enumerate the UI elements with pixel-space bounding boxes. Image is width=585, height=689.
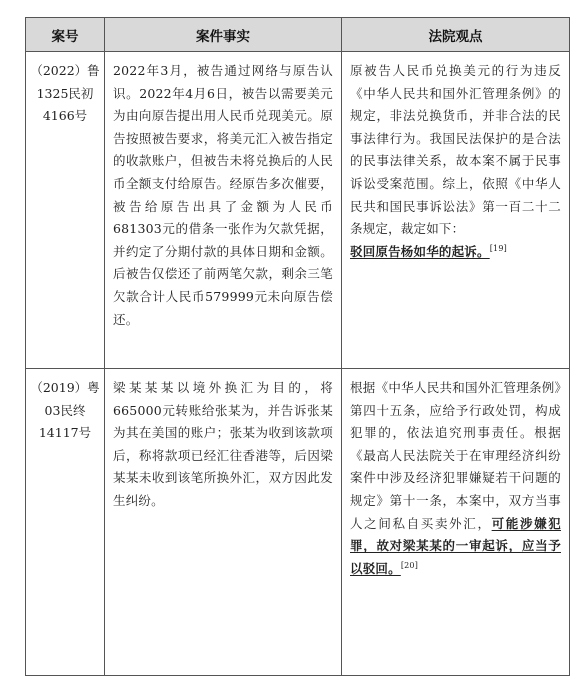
case-number-cell: （2019）粤03民终14117号 — [26, 369, 105, 676]
case-number-cell: （2022）鲁1325民初4166号 — [26, 52, 105, 369]
court-view-cell — [342, 369, 570, 676]
header-case-facts: 案件事实 — [105, 18, 342, 52]
court-ruling-text: 可能涉嫌犯罪，故对梁某某的一审起诉，应当予以驳回。 — [350, 515, 561, 576]
court-ruling-text: 驳回原告杨如华的起诉。 — [350, 243, 490, 259]
case-facts-cell: 梁某某某以境外换汇为目的，将665000元转账给张某为，并告诉张某为其在美国的账户；张某为收到该款项后，称将款项已经汇往香港等，后因梁某某未收到该笔所换外汇，双方因此发生纠纷。 — [105, 369, 342, 676]
court-view-text: 根据《中华人民共和国外汇管理条例》第四十五条，应给予行政处罚，构成犯罪的，依法追究刑事责任。根据《最高人民法院关于在审理经济纠纷案件中涉及经济犯罪嫌疑若干问题的规定》第十一条，本案中，双方当事人之间私自买卖外汇， — [350, 380, 561, 531]
court-view-cell — [342, 52, 570, 369]
table-header-row — [26, 18, 570, 52]
footnote-ref: [20] — [400, 560, 419, 570]
header-court-view: 法院观点 — [342, 18, 570, 52]
table-row — [26, 369, 570, 676]
court-view-text: 原被告人民币兑换美元的行为违反《中华人民共和国外汇管理条例》的规定，非法兑换货币，并非合法的民事法律行为。我国民法保护的是合法的民事法律关系，故本案不属于民事诉讼受案范围。综上，依照《中华人民共和国民事诉讼法》第一百二十二条规定，裁定如下： — [350, 63, 561, 237]
case-table — [25, 17, 570, 676]
footnote-ref: [19] — [489, 243, 507, 253]
case-facts-cell: 2022年3月，被告通过网络与原告认识。2022年4月6日，被告以需要美元为由向原告提出用人民币兑现美元。原告按照被告要求，将美元汇入被告指定的收款账户，但被告未将兑换后的人民币全额支付给原告。经原告多次催要，被告给原告出具了金额为人民币681303元的借条一张作为欠款凭据，并约定了分期付款的具体日期和金额。后被告仅偿还了前两笔欠款，剩余三笔欠款合计人民币579999元未向原告偿还。 — [105, 52, 342, 369]
header-case-no: 案号 — [26, 18, 105, 52]
table-row — [26, 52, 570, 369]
